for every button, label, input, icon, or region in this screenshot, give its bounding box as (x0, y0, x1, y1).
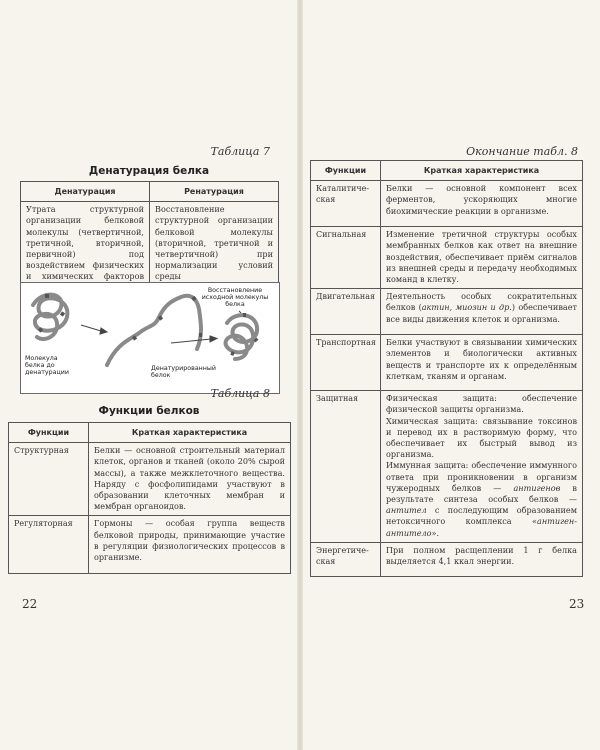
table7-header-denaturation: Денатурация (21, 182, 150, 202)
function-name: Защитная (311, 391, 381, 543)
native-protein-coil (33, 295, 67, 339)
label-denatured-protein: Денатурированный белок (151, 365, 216, 380)
immune-protection (386, 460, 577, 538)
function-name: Каталитиче- ская (311, 181, 381, 227)
immune-text-1: Иммунная защита: обеспечение иммунного ответа при проникновении в организм чужеродных белков — (386, 460, 577, 493)
denatured-protein-chain (107, 296, 201, 365)
table8-cont-header-description: Краткая характеристика (381, 161, 583, 181)
table7-title: Денатурация белка (88, 165, 210, 177)
antigen-antibody-italic: антиген-антитело (386, 516, 577, 538)
function-name: Двигательная (311, 289, 381, 335)
table-row (311, 542, 583, 576)
table8-header-function: Функции (9, 423, 89, 443)
table7-denaturation-text: Утрата структурной организации белковой молекулы (четвертичной, третичной, вторичной, первичной) под воздействием физических и химических факторов (21, 202, 150, 298)
function-description: При полном расщеплении 1 г белка выделяется 4,1 ккал энергии. (381, 542, 583, 576)
function-description: Белки — основной строительный материал клеток, органов и тканей (около 20% сырой массы), а также межклеточного вещества. Наряду с фосфолипидами участвуют в образовании клеточных мембран и мембран органоидов. (89, 443, 291, 516)
table8-header-description: Краткая характеристика (89, 423, 291, 443)
function-name: Сигнальная (311, 227, 381, 289)
antibodies-italic: антител (386, 505, 427, 516)
function-name: Регуляторная (9, 516, 89, 574)
function-description: Изменение третичной структуры особых мембранных белков как ответ на внешние воздействия, обеспечивает приём сигналов из внешней среды и передачу необходимых команд в клетку. (381, 227, 583, 289)
table8-caption: Таблица 8 (210, 387, 270, 400)
table-row (311, 391, 583, 543)
immune-text-3: с последующим образованием нетоксичного комплекса « (386, 505, 577, 527)
table-row (311, 181, 583, 227)
function-description (381, 391, 583, 543)
protein-denaturation-figure (20, 282, 280, 394)
function-name: Энергетиче- ская (311, 542, 381, 576)
function-description (381, 289, 583, 335)
antigens-italic: антигенов (513, 482, 561, 493)
page-number-left: 22 (22, 597, 38, 611)
function-description: Белки участвуют в связывании химических элементов и биологически активных веществ и транспорте их к определённым клеткам, тканям и органам. (381, 335, 583, 391)
table8-title: Функции белков (98, 405, 200, 417)
table-row (9, 516, 291, 574)
table8-right (310, 160, 583, 577)
table7 (20, 181, 279, 298)
immune-text-4: ». (431, 527, 440, 538)
label-protein-before: Молекула белка до денатурации (25, 355, 69, 377)
table8-left (8, 422, 291, 574)
function-name: Структурная (9, 443, 89, 516)
function-description: Белки — основной компонент всех ферментов, ускоряющих многие биохимические реакции в организме. (381, 181, 583, 227)
book-gutter (297, 0, 303, 750)
page-number-right: 23 (569, 597, 585, 611)
table8-cont-header-function: Функции (311, 161, 381, 181)
table8-continuation-caption: Окончание табл. 8 (466, 145, 578, 158)
motor-text-2: ) обеспечивает все виды движения клеток и организма. (386, 302, 577, 324)
function-description: Гормоны — особая группа веществ белковой природы, принимающие участие в регуляции физиологических процессов в организме. (89, 516, 291, 574)
motor-proteins-italic: актин, миозин и др. (421, 302, 512, 313)
table7-caption: Таблица 7 (210, 145, 270, 158)
chemical-protection: Химическая защита: связывание токсинов и перевод их в растворимую форму, что обеспечивает их быстрый вывод из организма. (386, 415, 577, 460)
function-name: Транспортная (311, 335, 381, 391)
table-row (311, 335, 583, 391)
table-row (9, 443, 291, 516)
motor-text-1: Деятельность особых сократительных белков ( (386, 291, 577, 313)
table-row (311, 227, 583, 289)
table7-renaturation-text: Восстановление структурной организации белковой молекулы (вторичной, третичной и четвертичной) при нормализации условий среды (150, 202, 279, 298)
label-restored-protein: Восстановление исходной молекулы белка (201, 287, 269, 309)
table-row (311, 289, 583, 335)
renatured-protein-coil (226, 315, 258, 359)
table7-header-renaturation: Ренатурация (150, 182, 279, 202)
immune-text-2: в результате синтеза особых белков — (386, 482, 577, 505)
physical-protection: Физическая защита: обеспечение физической защиты организма. (386, 393, 577, 415)
